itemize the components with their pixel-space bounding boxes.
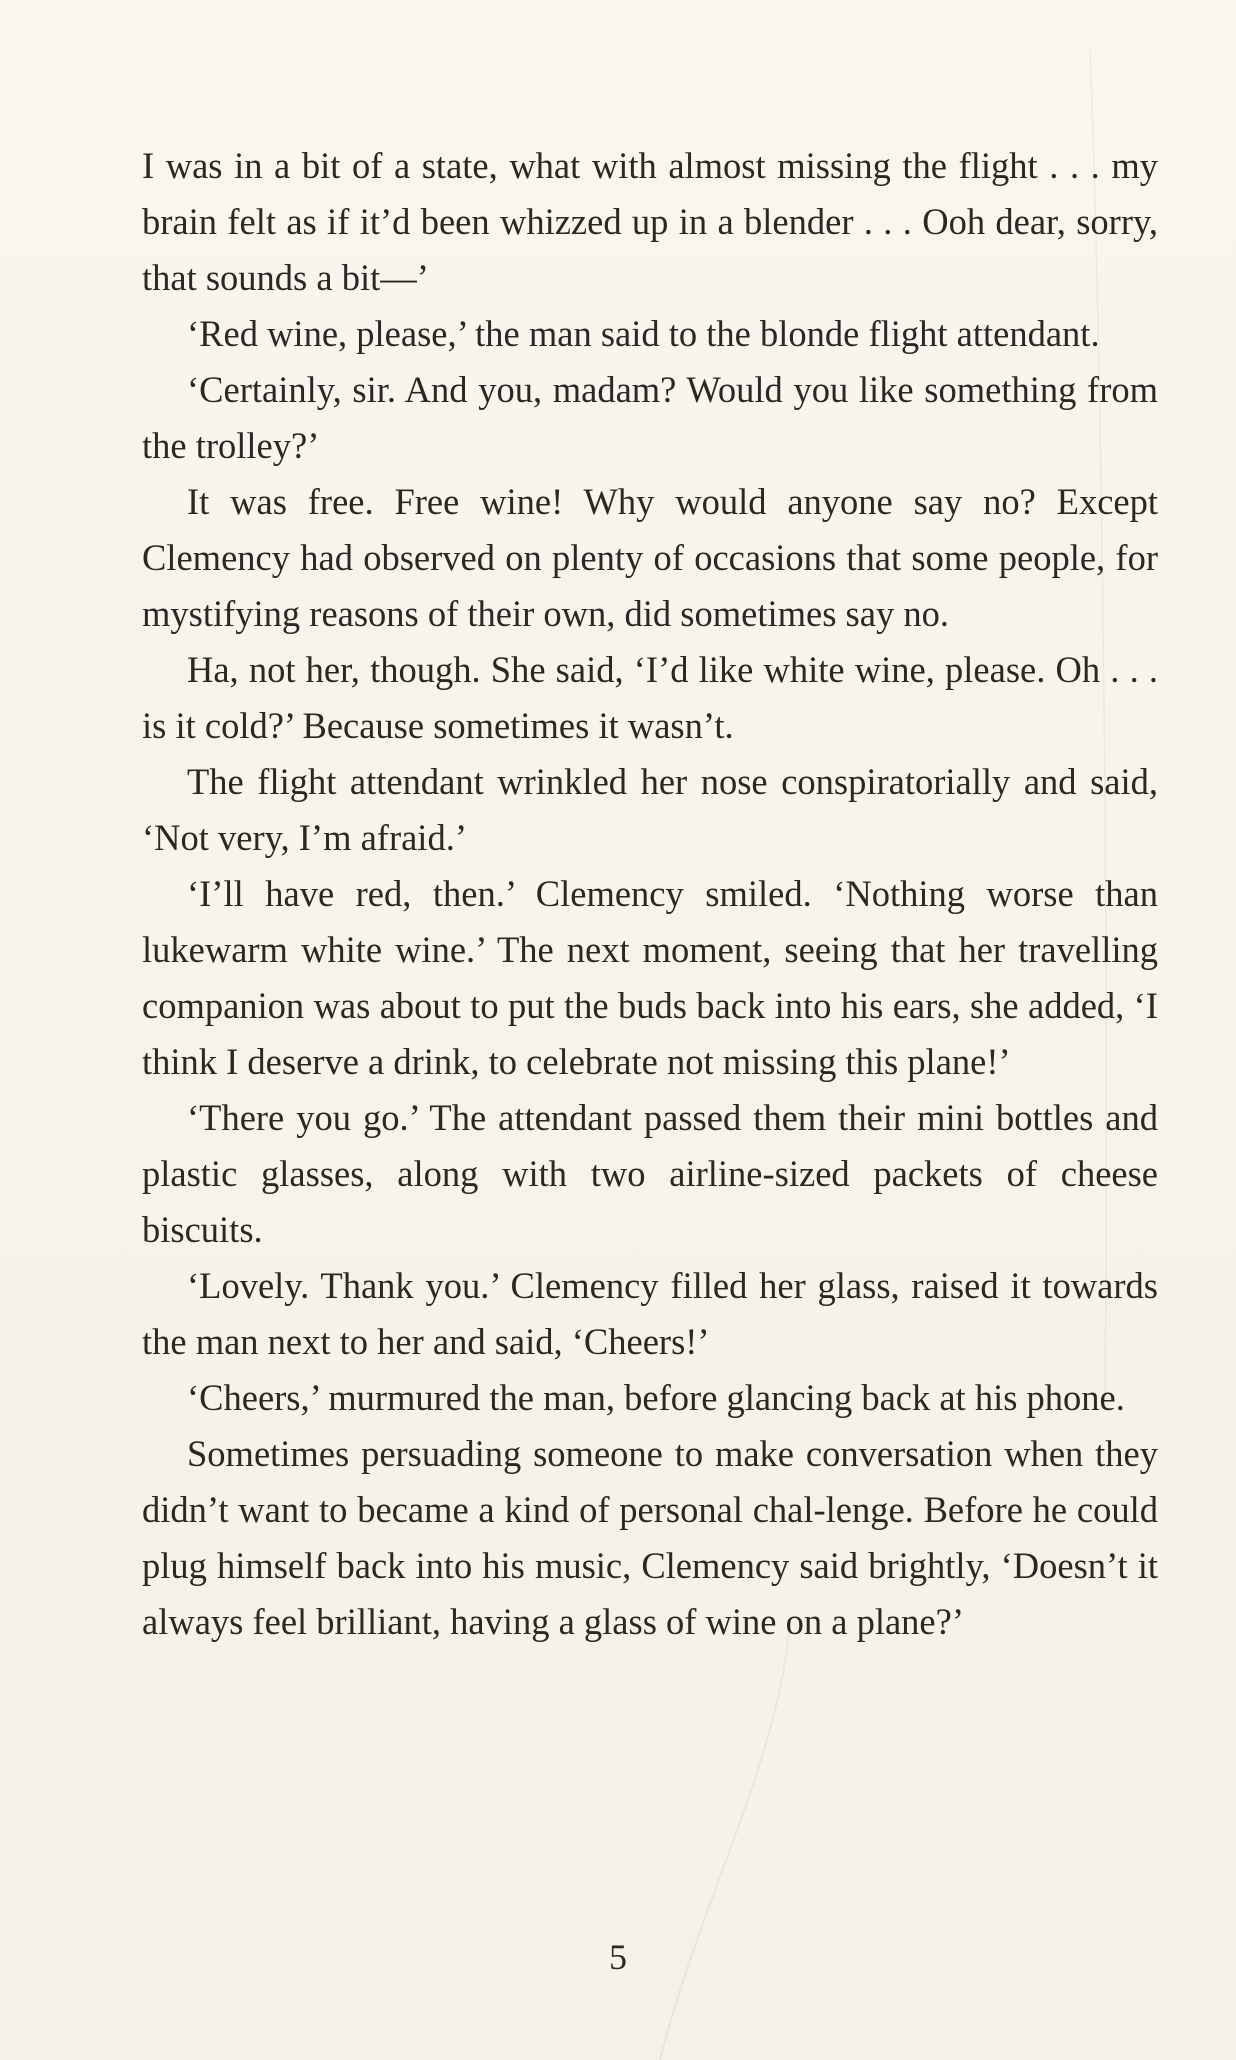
paragraph-7: ‘I’ll have red, then.’ Clemency smiled. ‘Nothing worse than lukewarm white wine.’ The next moment, seeing that her travelling companion was about to put the buds back into his ears, she added, ‘I think I deserve a drink, to celebrate not missing this plane!’	[142, 873, 1158, 1082]
paragraph-10: ‘Cheers,’ murmured the man, before glancing back at his phone.	[187, 1377, 1125, 1418]
paragraph-3: ‘Certainly, sir. And you, madam? Would you like something from the trolley?’	[142, 369, 1158, 466]
paragraph-11: Sometimes persuading someone to make conversation when they didn’t want to became a kind of personal chal-lenge. Before he could plug himself back into his music, Clemency said brightly, ‘Doesn’t it always feel brilliant, having a glass of wine on a plane?’	[142, 1433, 1158, 1642]
paragraph-5: Ha, not her, though. She said, ‘I’d like white wine, please. Oh . . . is it cold?’ Because sometimes it wasn’t.	[142, 649, 1158, 746]
paragraph-6: The flight attendant wrinkled her nose conspiratorially and said, ‘Not very, I’m afraid.’	[142, 761, 1158, 858]
paragraph-9: ‘Lovely. Thank you.’ Clemency filled her glass, raised it towards the man next to her and said, ‘Cheers!’	[142, 1265, 1158, 1362]
paragraph-8: ‘There you go.’ The attendant passed them their mini bottles and plastic glasses, along with two airline-sized packets of cheese biscuits.	[142, 1097, 1158, 1250]
paragraph-4: It was free. Free wine! Why would anyone say no? Except Clemency had observed on plenty of occasions that some people, for mystifying reasons of their own, did sometimes say no.	[142, 481, 1158, 634]
paragraph-1: I was in a bit of a state, what with almost missing the flight . . . my brain felt as if it’d been whizzed up in a blender . . . Ooh dear, sorry, that sounds a bit—’	[142, 145, 1158, 298]
page-number: 5	[609, 1937, 627, 1977]
paragraph-2: ‘Red wine, please,’ the man said to the blonde flight attendant.	[187, 313, 1100, 354]
body-text	[142, 138, 1158, 1650]
